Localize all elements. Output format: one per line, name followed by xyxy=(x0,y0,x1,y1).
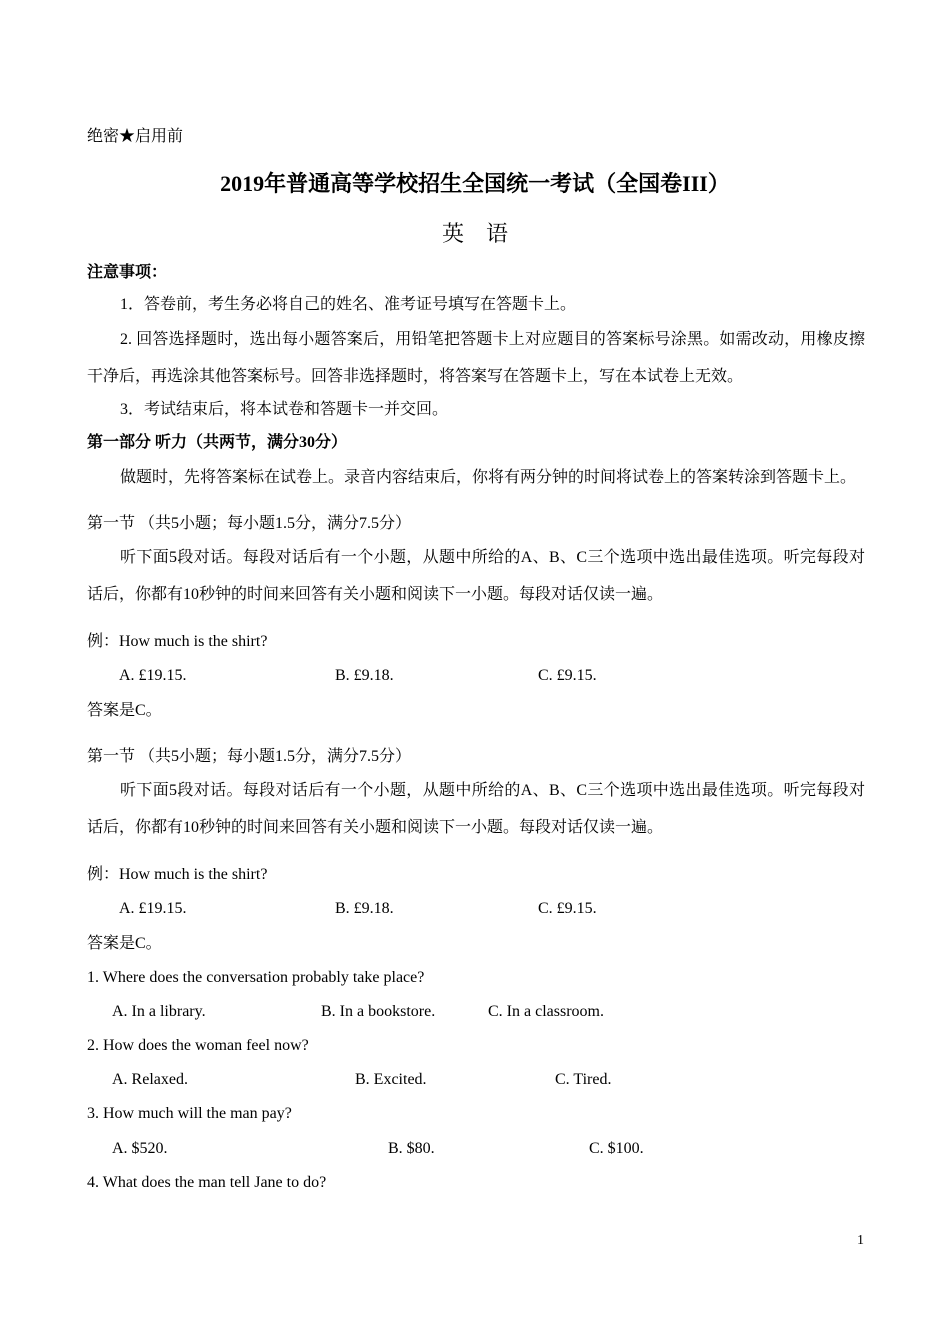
section-instruction-line-2: 话后，你都有10秒钟的时间来回答有关小题和阅读下一小题。每段对话仅读一遍。 xyxy=(87,819,664,836)
section-instruction-line-1: 听下面5段对话。每段对话后有一个小题，从题中所给的A、B、C三个选项中选出最佳选项。听完每段对 xyxy=(120,549,865,566)
part-1-heading: 第一部分 听力（共两节，满分30分） xyxy=(87,434,348,451)
question-2-option-c: C. Tired. xyxy=(555,1071,612,1088)
example-option-a: A. £19.15. xyxy=(119,667,187,684)
example-option-a: A. £19.15. xyxy=(119,900,187,917)
question-1: 1. Where does the conversation probably take place? xyxy=(87,969,425,986)
exam-title: 2019年普通高等学校招生全国统一考试（全国卷III） xyxy=(220,171,730,196)
question-2-option-b: B. Excited. xyxy=(355,1071,427,1088)
question-4: 4. What does the man tell Jane to do? xyxy=(87,1174,327,1191)
note-2-line-2: 干净后，再选涂其他答案标号。回答非选择题时，将答案写在答题卡上，写在本试卷上无效。 xyxy=(87,368,744,385)
example-option-b: B. £9.18. xyxy=(335,900,394,917)
example-answer: 答案是C。 xyxy=(87,702,162,719)
note-3: 3．考试结束后，将本试卷和答题卡一并交回。 xyxy=(120,401,449,418)
example-option-c: C. £9.15. xyxy=(538,900,597,917)
section-instruction-line-1: 听下面5段对话。每段对话后有一个小题，从题中所给的A、B、C三个选项中选出最佳选项。听完每段对 xyxy=(120,782,865,799)
note-2-line-1: 2. 回答选择题时，选出每小题答案后，用铅笔把答题卡上对应题目的答案标号涂黑。如需改动，用橡皮擦 xyxy=(120,331,865,348)
section-instruction-line-2: 话后，你都有10秒钟的时间来回答有关小题和阅读下一小题。每段对话仅读一遍。 xyxy=(87,586,664,603)
example-question: 例：How much is the shirt? xyxy=(87,633,268,650)
page-number: 1 xyxy=(857,1233,864,1248)
question-1-option-a: A. In a library. xyxy=(112,1003,206,1020)
confidential-label: 绝密★启用前 xyxy=(87,128,184,145)
question-1-option-b: B. In a bookstore. xyxy=(321,1003,436,1020)
example-option-c: C. £9.15. xyxy=(538,667,597,684)
question-3-option-b: B. $80. xyxy=(388,1140,435,1157)
example-question: 例：How much is the shirt? xyxy=(87,866,268,883)
note-1: 1．答卷前，考生务必将自己的姓名、准考证号填写在答题卡上。 xyxy=(120,296,577,313)
question-3: 3. How much will the man pay? xyxy=(87,1105,292,1122)
notes-heading: 注意事项： xyxy=(87,264,168,281)
question-1-option-c: C. In a classroom. xyxy=(488,1003,604,1020)
example-option-b: B. £9.18. xyxy=(335,667,394,684)
question-3-option-a: A. $520. xyxy=(112,1140,168,1157)
section-heading: 第一节 （共5小题；每小题1.5分，满分7.5分） xyxy=(87,515,412,532)
example-answer: 答案是C。 xyxy=(87,935,162,952)
question-2-option-a: A. Relaxed. xyxy=(112,1071,188,1088)
part-1-intro: 做题时，先将答案标在试卷上。录音内容结束后，你将有两分钟的时间将试卷上的答案转涂到答题卡上。 xyxy=(120,469,857,486)
subject-title: 英 语 xyxy=(441,221,508,246)
question-3-option-c: C. $100. xyxy=(589,1140,644,1157)
section-heading: 第一节 （共5小题；每小题1.5分，满分7.5分） xyxy=(87,748,412,765)
question-2: 2. How does the woman feel now? xyxy=(87,1037,309,1054)
